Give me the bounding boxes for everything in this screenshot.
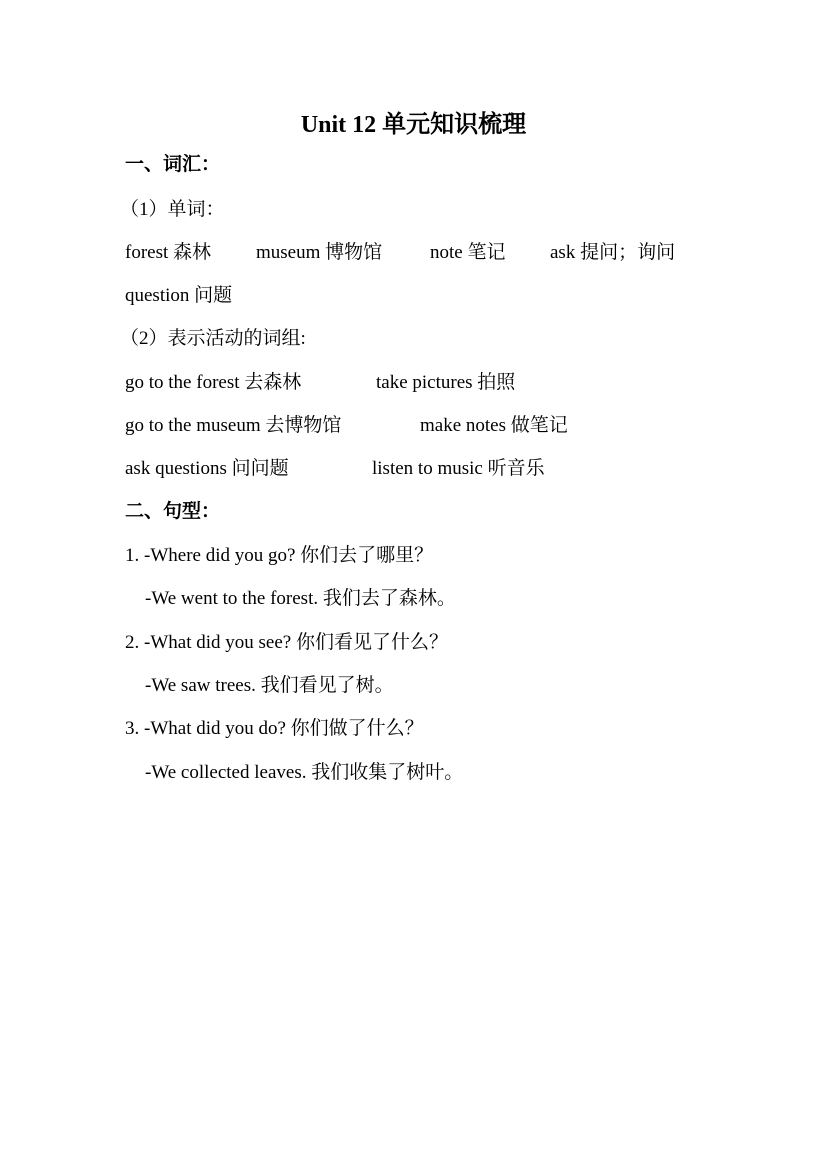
words-label: （1）单词： — [120, 199, 225, 220]
word-ask: ask 提问；询问 — [550, 242, 676, 263]
word-forest: forest 森林 — [125, 242, 212, 263]
sentence-3-answer: -We collected leaves. 我们收集了树叶。 — [145, 762, 464, 783]
sentence-3-question: 3. -What did you do? 你们做了什么？ — [125, 718, 424, 739]
sentence-2-answer: -We saw trees. 我们看见了树。 — [145, 675, 394, 696]
word-question: question 问题 — [125, 285, 233, 306]
phrase-make-notes: make notes 做笔记 — [420, 415, 568, 436]
phrase-row-3 — [0, 457, 827, 481]
phrases-label: （2）表示活动的词组: — [120, 328, 306, 349]
phrase-ask-questions: ask questions 问问题 — [125, 458, 289, 479]
sentence-1-question: 1. -Where did you go? 你们去了哪里？ — [125, 545, 434, 566]
word-museum: museum 博物馆 — [256, 242, 383, 263]
section-sentences-heading: 二、句型： — [125, 501, 221, 522]
phrase-listen-to-music: listen to music 听音乐 — [372, 458, 545, 479]
words-row-1 — [0, 241, 827, 265]
phrase-row-1 — [0, 371, 827, 395]
phrase-row-2 — [0, 414, 827, 438]
page-title: Unit 12 单元知识梳理 — [300, 112, 527, 138]
sentence-2-question: 2. -What did you see? 你们看见了什么？ — [125, 632, 448, 653]
phrase-go-to-forest: go to the forest 去森林 — [125, 372, 302, 393]
phrase-go-to-museum: go to the museum 去博物馆 — [125, 415, 342, 436]
section-vocabulary-heading: 一、词汇： — [125, 154, 221, 175]
word-note: note 笔记 — [430, 242, 506, 263]
phrase-take-pictures: take pictures 拍照 — [376, 372, 516, 393]
sentence-1-answer: -We went to the forest. 我们去了森林。 — [145, 588, 456, 609]
